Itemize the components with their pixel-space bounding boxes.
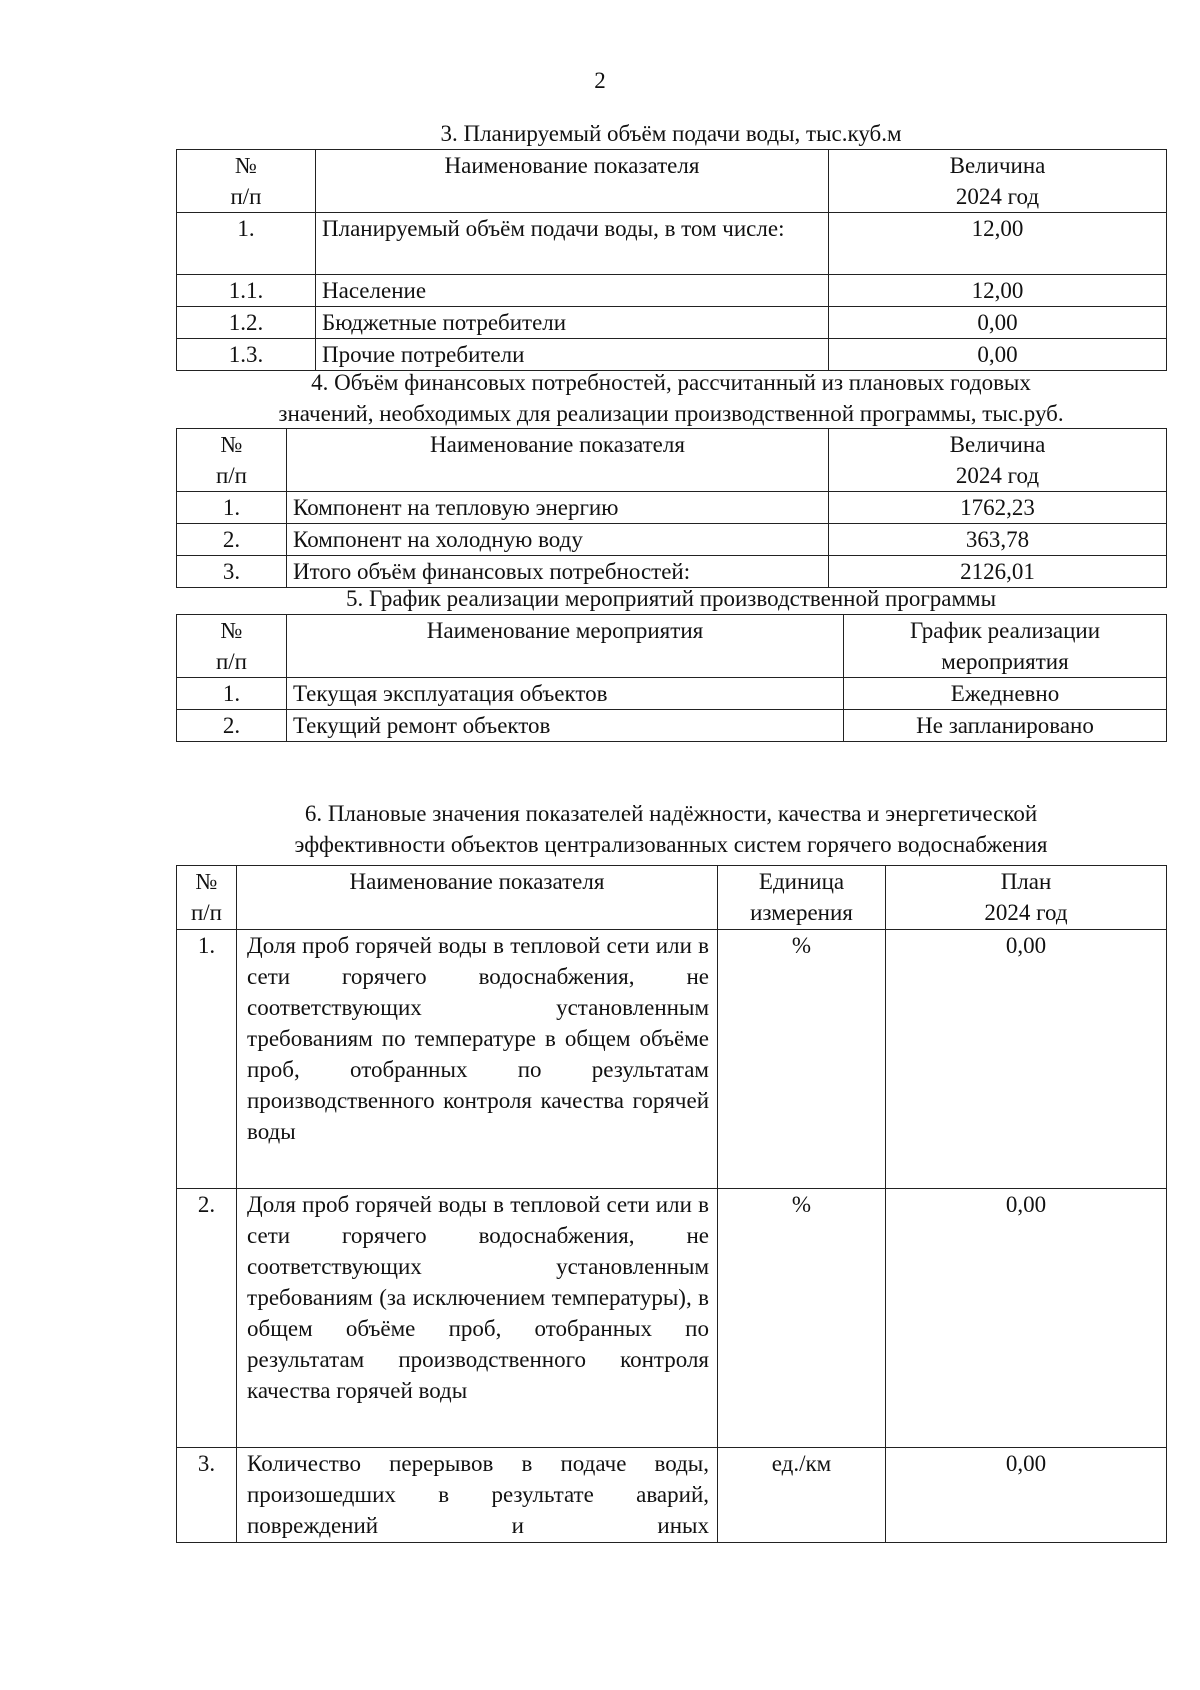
table-header-row (177, 615, 1167, 678)
header-value: Величина 2024 год (829, 150, 1167, 213)
section5-caption: 5. График реализации мероприятий производственной программы (345, 586, 997, 611)
row-value: 363,78 (829, 524, 1167, 556)
header-num: № п/п (177, 150, 316, 213)
row-value: Ежедневно (844, 678, 1167, 710)
page-number: 2 (594, 68, 606, 93)
row-name: Прочие потребители (316, 339, 829, 371)
row-name: Бюджетные потребители (316, 307, 829, 339)
section6-caption (176, 798, 1166, 860)
row-name: Текущий ремонт объектов (287, 710, 844, 742)
row-value: 12,00 (829, 213, 1167, 275)
table-row (177, 339, 1167, 371)
header-plan: План 2024 год (886, 866, 1167, 930)
row-name: Количество перерывов в подаче воды, произошедших в результате аварий, повреждений и иных (237, 1448, 718, 1543)
row-num: 1. (177, 213, 316, 275)
header-value: Величина 2024 год (829, 429, 1167, 492)
table-header-row (177, 429, 1167, 492)
row-unit: % (718, 1189, 886, 1448)
header-name: Наименование показателя (287, 429, 829, 492)
row-num: 1.3. (177, 339, 316, 371)
row-name: Население (316, 275, 829, 307)
row-num: 2. (177, 524, 287, 556)
row-num: 1.1. (177, 275, 316, 307)
header-name: Наименование показателя (316, 150, 829, 213)
row-name: Текущая эксплуатация объектов (287, 678, 844, 710)
table-row (177, 678, 1167, 710)
section3-table (176, 149, 1167, 371)
section5-table (176, 614, 1167, 742)
row-num: 2. (177, 1189, 237, 1448)
row-value: 2126,01 (829, 556, 1167, 588)
section4-caption (176, 367, 1166, 429)
table-row (177, 1189, 1167, 1448)
section4-caption-line1: 4. Объём финансовых потребностей, рассчитанный из плановых годовых (311, 370, 1031, 395)
row-num: 3. (177, 1448, 237, 1543)
section6-caption-line1: 6. Плановые значения показателей надёжности, качества и энергетической (304, 801, 1038, 826)
row-name: Планируемый объём подачи воды, в том числе: (316, 213, 829, 275)
row-name: Компонент на холодную воду (287, 524, 829, 556)
header-name: Наименование показателя (237, 866, 718, 930)
row-unit: ед./км (718, 1448, 886, 1543)
table-row (177, 1448, 1167, 1543)
row-value: 0,00 (829, 339, 1167, 371)
table-row (177, 710, 1167, 742)
row-value: 12,00 (829, 275, 1167, 307)
header-name: Наименование мероприятия (287, 615, 844, 678)
row-num: 1. (177, 492, 287, 524)
row-plan: 0,00 (886, 1448, 1167, 1543)
header-num: № п/п (177, 866, 237, 930)
table-header-row (177, 866, 1167, 930)
header-value: График реализации мероприятия (844, 615, 1167, 678)
row-value: 1762,23 (829, 492, 1167, 524)
row-plan: 0,00 (886, 1189, 1167, 1448)
table-row (177, 275, 1167, 307)
row-name: Доля проб горячей воды в тепловой сети или в сети горячего водоснабжения, не соответствующих установленным требованиям (за исключением температуры), в общем объёме проб, отобранных по результатам производственного контроля качества горячей воды (237, 1189, 718, 1448)
row-plan: 0,00 (886, 930, 1167, 1189)
section6-caption-line2: эффективности объектов централизованных систем горячего водоснабжения (294, 832, 1048, 857)
section6-table (176, 865, 1167, 1543)
section3-caption: 3. Планируемый объём подачи воды, тыс.куб.м (440, 121, 902, 146)
row-num: 3. (177, 556, 287, 588)
header-num: № п/п (177, 615, 287, 678)
row-num: 2. (177, 710, 287, 742)
row-num: 1.2. (177, 307, 316, 339)
header-unit: Единица измерения (718, 866, 886, 930)
table-row (177, 930, 1167, 1189)
table-row (177, 307, 1167, 339)
table-header-row (177, 150, 1167, 213)
table-row (177, 524, 1167, 556)
row-name: Доля проб горячей воды в тепловой сети или в сети горячего водоснабжения, не соответствующих установленным требованиям по температуре в общем объёме проб, отобранных по результатам производственного контроля качества горячей воды (237, 930, 718, 1189)
row-num: 1. (177, 678, 287, 710)
table-row (177, 492, 1167, 524)
table-row (177, 213, 1167, 275)
row-name: Итого объём финансовых потребностей: (287, 556, 829, 588)
row-value: Не запланировано (844, 710, 1167, 742)
section4-table (176, 428, 1167, 588)
row-value: 0,00 (829, 307, 1167, 339)
row-num: 1. (177, 930, 237, 1189)
section4-caption-line2: значений, необходимых для реализации производственной программы, тыс.руб. (278, 401, 1064, 426)
row-name: Компонент на тепловую энергию (287, 492, 829, 524)
header-num: № п/п (177, 429, 287, 492)
row-unit: % (718, 930, 886, 1189)
